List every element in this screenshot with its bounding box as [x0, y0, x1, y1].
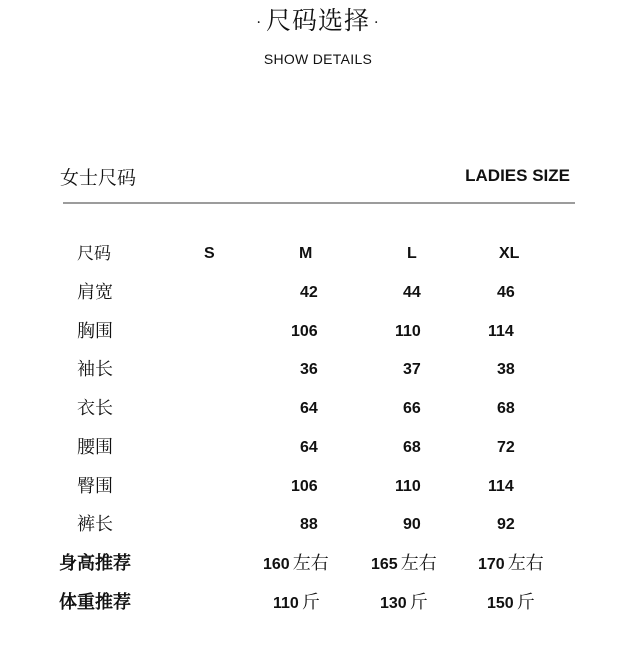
row-label: 袖长	[77, 359, 113, 380]
cell-l: 90	[403, 516, 421, 533]
cell-xl: 114	[488, 323, 514, 340]
table-row	[0, 436, 636, 460]
table-row	[0, 281, 636, 305]
recommend-height-row	[0, 552, 636, 576]
recommend-weight-l-unit: 斤	[409, 592, 428, 613]
column-header-m: M	[299, 245, 313, 262]
recommend-weight-xl-value: 150	[487, 595, 514, 612]
cell-xl: 68	[497, 400, 515, 417]
recommend-weight-label: 体重推荐	[59, 592, 131, 613]
recommend-weight-l-value: 130	[380, 595, 407, 612]
cell-m: 64	[300, 400, 318, 417]
cell-m: 88	[300, 516, 318, 533]
cell-l: 68	[403, 439, 421, 456]
table-row	[0, 513, 636, 537]
page-subtitle: SHOW DETAILS	[263, 51, 373, 67]
cell-m: 106	[291, 478, 318, 495]
cell-xl: 92	[497, 516, 515, 533]
cell-xl: 38	[497, 361, 515, 378]
column-header-s: S	[204, 245, 215, 262]
column-header-size: 尺码	[77, 244, 111, 264]
title-dot-right: ·	[374, 15, 380, 31]
cell-l: 66	[403, 400, 421, 417]
recommend-weight-xl-unit: 斤	[516, 592, 535, 613]
table-row	[0, 397, 636, 421]
row-label: 衣长	[77, 398, 113, 419]
recommend-weight-row	[0, 591, 636, 615]
page-title-text: 尺码选择	[265, 6, 370, 35]
recommend-height-m-unit: 左右	[292, 553, 329, 574]
recommend-height-l	[371, 552, 437, 577]
cell-xl: 114	[488, 478, 514, 495]
recommend-height-xl-value: 170	[478, 556, 505, 573]
recommend-weight-m	[273, 591, 320, 616]
cell-m: 42	[300, 284, 318, 301]
page-title	[0, 4, 636, 40]
title-dot-left: ·	[256, 15, 262, 31]
cell-l: 44	[403, 284, 421, 301]
cell-m: 36	[300, 361, 318, 378]
recommend-height-xl-unit: 左右	[507, 553, 544, 574]
recommend-height-l-unit: 左右	[400, 553, 437, 574]
row-label: 腰围	[77, 437, 113, 458]
section-label-cn: 女士尺码	[60, 167, 137, 189]
recommend-weight-l	[380, 591, 428, 616]
cell-l: 37	[403, 361, 421, 378]
table-row	[0, 358, 636, 382]
table-row	[0, 475, 636, 499]
recommend-height-l-value: 165	[371, 556, 398, 573]
cell-xl: 46	[497, 284, 515, 301]
row-label: 胸围	[77, 321, 113, 342]
column-header-l: L	[407, 245, 417, 262]
recommend-weight-m-value: 110	[273, 595, 299, 612]
table-header-row	[0, 242, 636, 266]
cell-m: 106	[291, 323, 318, 340]
row-label: 裤长	[77, 514, 113, 535]
column-header-xl: XL	[499, 245, 520, 262]
recommend-weight-xl	[487, 591, 535, 616]
section-divider	[63, 202, 575, 204]
cell-xl: 72	[497, 439, 515, 456]
table-row	[0, 320, 636, 344]
recommend-weight-m-unit: 斤	[301, 592, 320, 613]
recommend-height-m	[263, 552, 329, 577]
row-label: 臀围	[77, 476, 113, 497]
cell-l: 110	[395, 323, 421, 340]
section-label-en: LADIES SIZE	[465, 166, 570, 185]
row-label: 肩宽	[77, 282, 113, 303]
cell-m: 64	[300, 439, 318, 456]
recommend-height-xl	[478, 552, 544, 577]
cell-l: 110	[395, 478, 421, 495]
recommend-height-label: 身高推荐	[59, 553, 131, 574]
recommend-height-m-value: 160	[263, 556, 290, 573]
